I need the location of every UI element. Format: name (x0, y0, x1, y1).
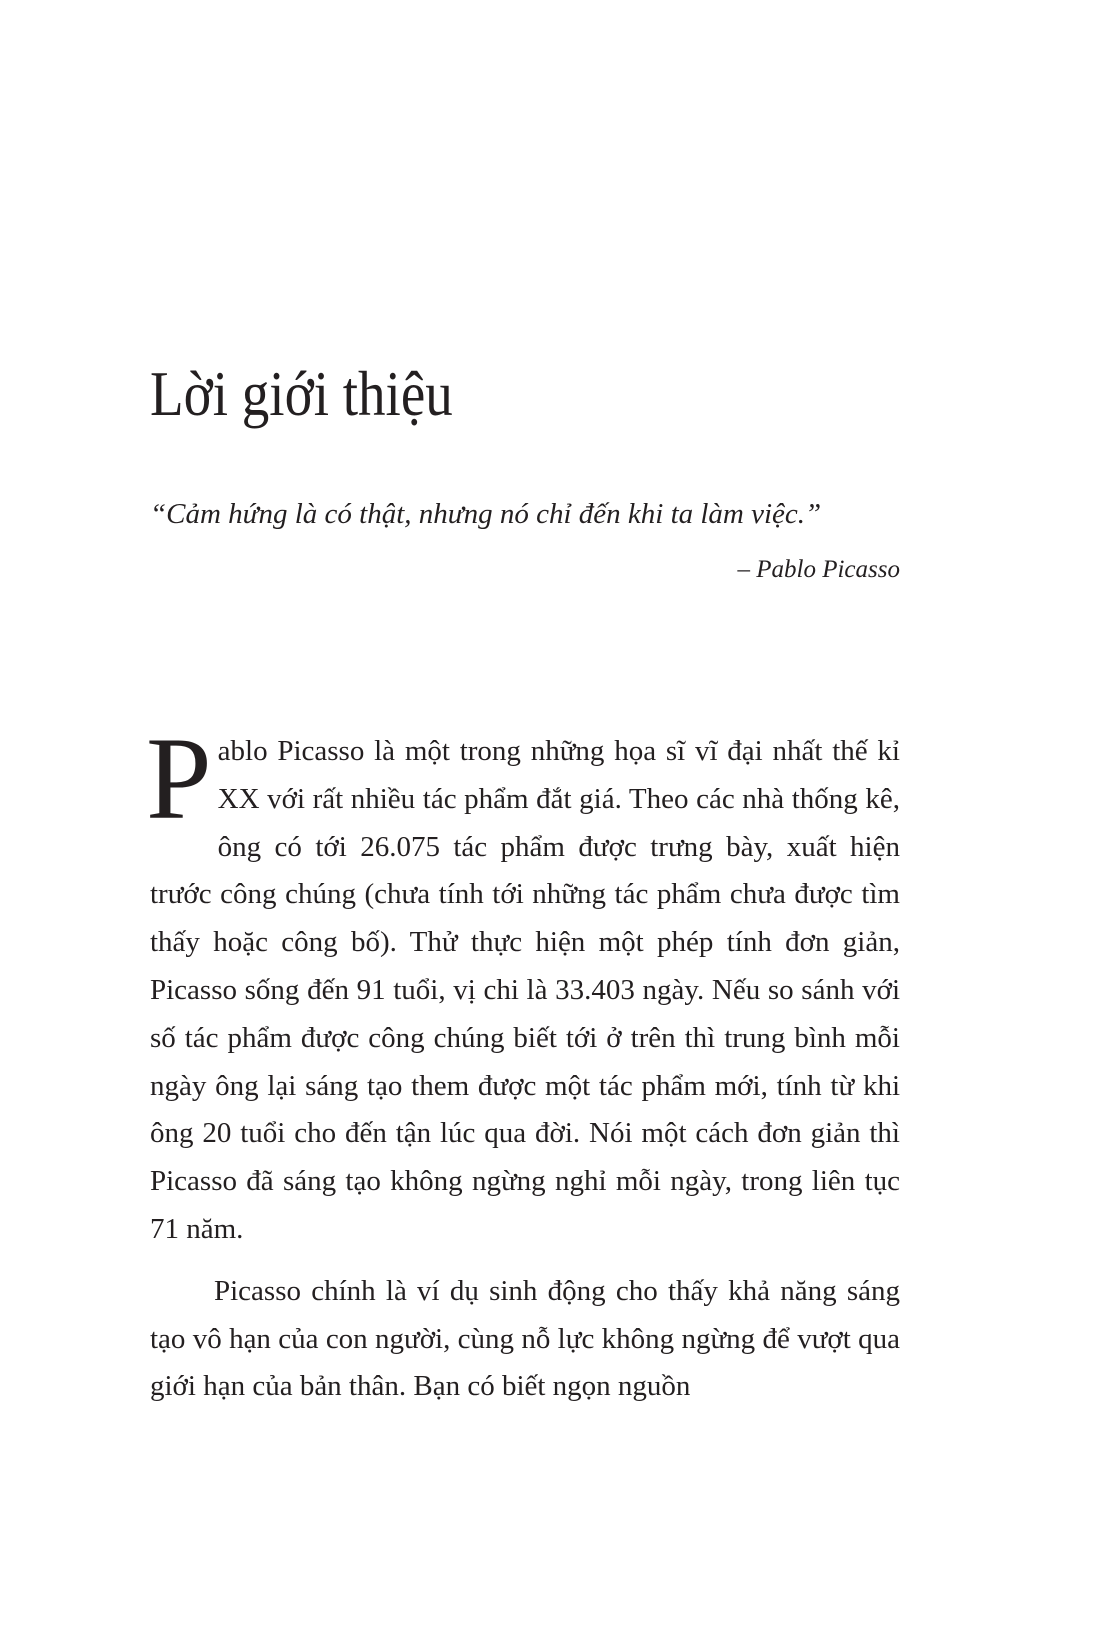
body-text (146, 713, 900, 1411)
epigraph-quote: “Cảm hứng là có thật, nhưng nó chỉ đến khi ta làm việc.” (150, 498, 822, 530)
drop-cap: P (146, 713, 212, 844)
paragraph-2: Picasso chính là ví dụ sinh động cho thấy khả năng sáng tạo vô hạn của con người, cùng nỗ lực không ngừng để vượt qua giới hạn của bản thân. Bạn có biết ngọn nguồn (150, 1274, 900, 1403)
paragraph-1-text: ablo Picasso là một trong những họa sĩ vĩ đại nhất thế kỉ XX với rất nhiều tác phẩm đắt giá. Theo các nhà thống kê, ông có tới 26.075 tác phẩm được trưng bày, xuất hiện trước công chúng (chưa tính tới những tác phẩm chưa được tìm thấy hoặc công bố). Thử thực hiện một phép tính đơn giản, Picasso sống đến 91 tuổi, vị chi là 33.403 ngày. Nếu so sánh với số tác phẩm được công chúng biết tới ở trên thì trung bình mỗi ngày ông lại sáng tạo them được một tác phẩm mới, tính từ khi ông 20 tuổi cho đến tận lúc qua đời. Nói một cách đơn giản thì Picasso đã sáng tạo không ngừng nghỉ mỗi ngày, trong liên tục 71 năm. (150, 735, 900, 1245)
epigraph-attribution: – Pablo Picasso (737, 556, 900, 583)
paragraph-1 (146, 713, 900, 1254)
chapter-title: Lời giới thiệu (150, 358, 453, 429)
